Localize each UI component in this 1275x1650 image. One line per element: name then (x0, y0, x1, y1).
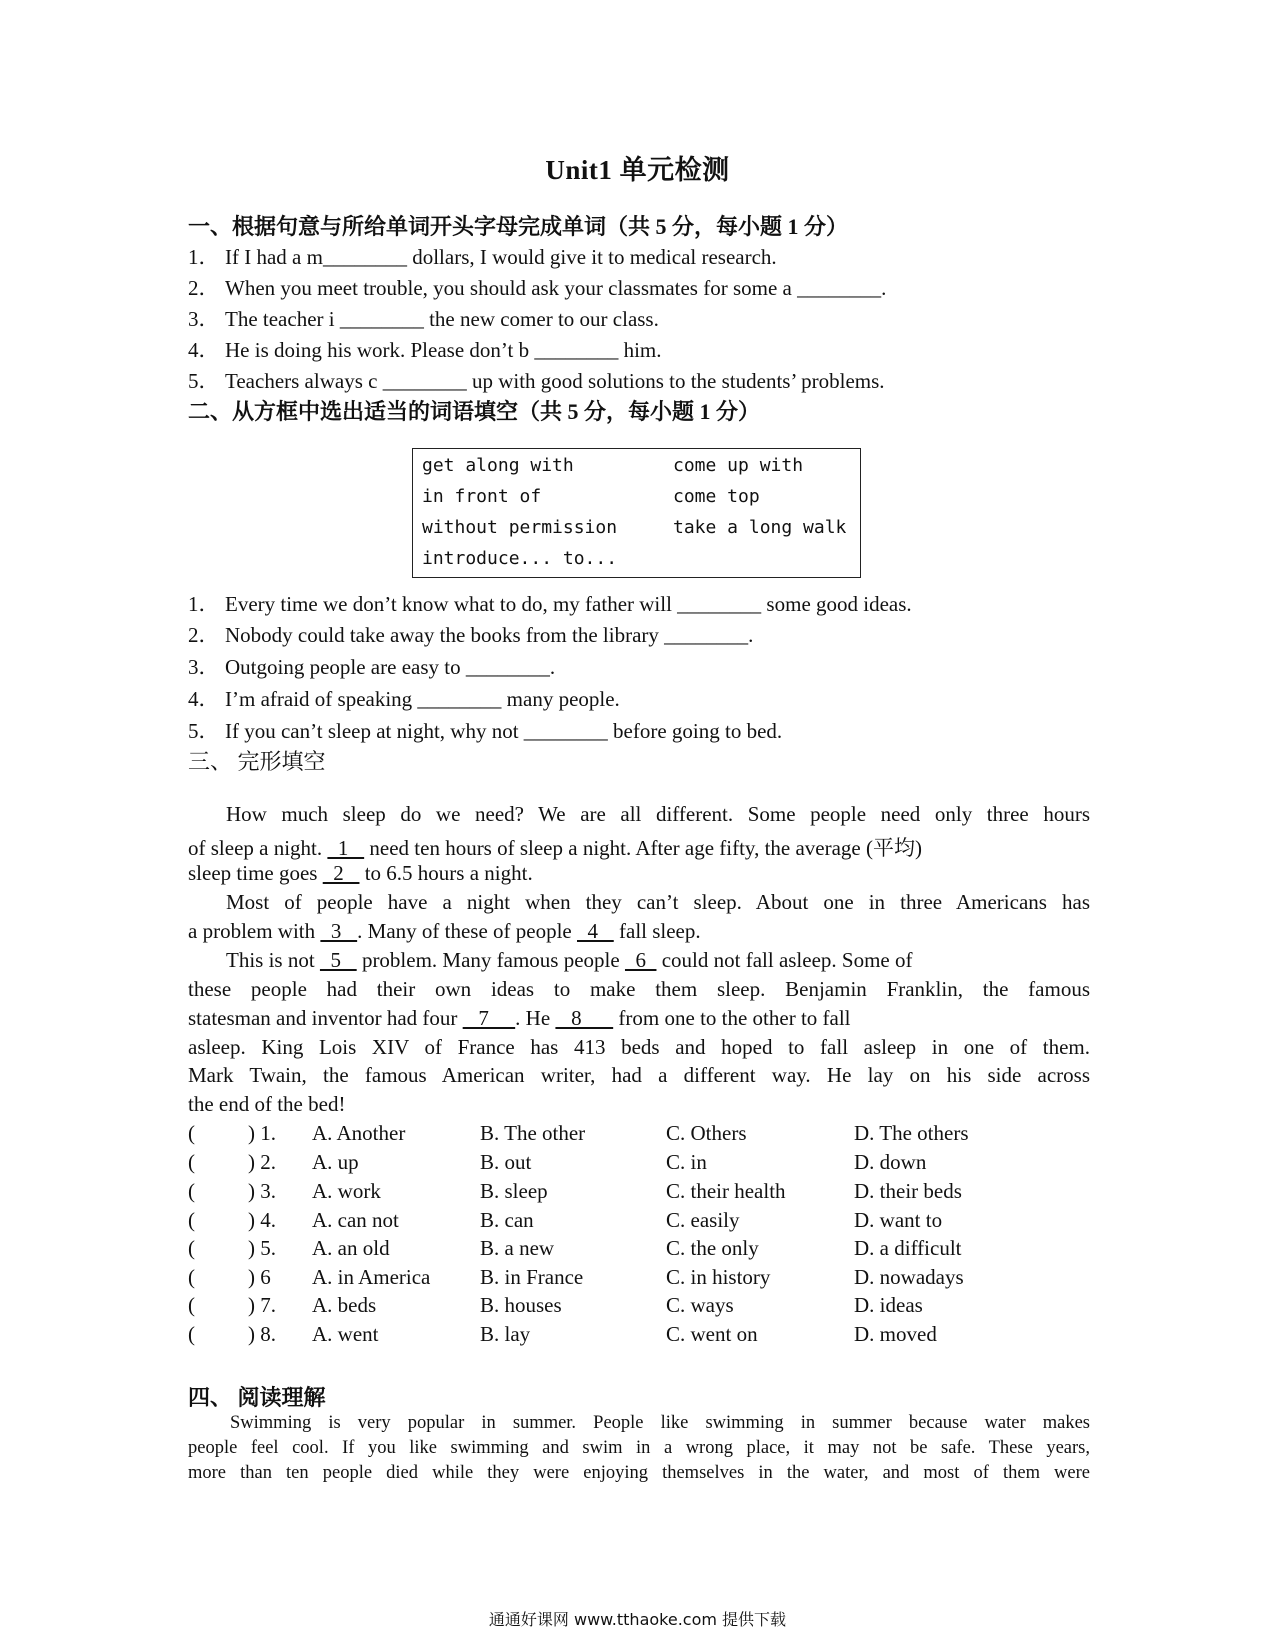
passage-text: from one to the other to fall (613, 1006, 851, 1030)
option-b: B. lay (480, 1322, 531, 1346)
question-number: ) 6 (248, 1265, 271, 1289)
question-number: ) 8. (248, 1322, 276, 1346)
passage-line (226, 948, 1128, 973)
question-number: 3． (188, 655, 220, 679)
option-d: D. a difficult (854, 1236, 962, 1260)
question-text: I’m afraid of speaking ________ many people. (225, 687, 620, 711)
passage-line (188, 919, 1090, 944)
option-a: A. up (312, 1150, 359, 1174)
question-text: Outgoing people are easy to ________. (225, 655, 556, 679)
question-number: ) 7. (248, 1293, 276, 1317)
section-1-heading: 一、根据句意与所给单词开头字母完成单词（共 5 分，每小题 1 分） (188, 214, 849, 239)
passage-line (188, 1006, 1090, 1031)
blank-7: 7 (462, 1006, 516, 1030)
passage-text: . Many of these of people (357, 919, 577, 943)
section-2-heading: 二、从方框中选出适当的词语填空（共 5 分，每小题 1 分） (188, 399, 761, 424)
passage-line: asleep. King Lois XIV of France has 413 beds and hoped to fall asleep in one of them. (188, 1035, 1090, 1059)
option-row (188, 1150, 1088, 1178)
question-number: ) 5. (248, 1236, 276, 1260)
s2-question-1 (188, 588, 912, 618)
question-text: The teacher i ________ the new comer to our class. (225, 307, 659, 331)
option-row (188, 1179, 1088, 1207)
question-number: 1． (188, 592, 220, 616)
s2-question-4 (188, 683, 620, 713)
passage-text: to 6.5 hours a night. (359, 861, 533, 885)
option-d: D. moved (854, 1322, 937, 1346)
blank-8: 8 (555, 1006, 614, 1030)
blank-2: 2 (322, 861, 360, 885)
s1-question-2 (188, 272, 886, 302)
question-text: He is doing his work. Please don’t b ________ him. (225, 338, 662, 362)
passage-text: fall sleep. (613, 919, 701, 943)
s1-question-1 (188, 241, 777, 271)
question-text: Teachers always c ________ up with good solutions to the students’ problems. (225, 369, 885, 393)
passage-line: the end of the bed! (188, 1092, 346, 1116)
passage-text: need ten hours of sleep a night. After age fifty, the average (平均) (364, 836, 922, 860)
question-number: ) 2. (248, 1150, 276, 1174)
option-a: A. in America (312, 1265, 431, 1289)
question-text: Nobody could take away the books from the library ________. (225, 623, 754, 647)
s2-question-5 (188, 715, 782, 745)
option-d: D. down (854, 1150, 927, 1174)
question-text: If you can’t sleep at night, why not ________ before going to bed. (225, 719, 783, 743)
word-bank-item: get along with (422, 455, 574, 476)
passage-text: of sleep a night. (188, 836, 328, 860)
answer-paren: ( (188, 1236, 195, 1260)
section-3-heading: 三、 完形填空 (188, 749, 326, 774)
answer-paren: ( (188, 1265, 195, 1289)
option-row (188, 1293, 1088, 1321)
passage-line: Mark Twain, the famous American writer, had a different way. He lay on his side across (188, 1063, 1090, 1087)
option-a: A. beds (312, 1293, 377, 1317)
option-b: B. can (480, 1208, 534, 1232)
option-row (188, 1121, 1088, 1149)
option-c: C. their health (666, 1179, 786, 1203)
passage-text: a problem with (188, 919, 321, 943)
option-c: C. the only (666, 1236, 759, 1260)
passage-text: could not fall asleep. Some of (656, 948, 913, 972)
reading-line: more than ten people died while they were enjoying themselves in the water, and most of them were (188, 1463, 1090, 1483)
question-number: ) 4. (248, 1208, 276, 1232)
passage-text: . He (515, 1006, 556, 1030)
word-bank-box (412, 448, 861, 578)
word-bank-item: in front of (422, 486, 542, 507)
passage-text: statesman and inventor had four (188, 1006, 463, 1030)
option-c: C. in history (666, 1265, 771, 1289)
question-number: ) 3. (248, 1179, 276, 1203)
option-b: B. houses (480, 1293, 562, 1317)
option-c: C. in (666, 1150, 707, 1174)
option-a: A. can not (312, 1208, 399, 1232)
blank-4: 4 (577, 919, 614, 943)
reading-line: Swimming is very popular in summer. People like swimming in summer because water makes (230, 1413, 1090, 1433)
s1-question-5 (188, 365, 885, 395)
question-text: Every time we don’t know what to do, my father will ________ some good ideas. (225, 592, 912, 616)
footer-credit: 通通好课网 www.tthaoke.com 提供下载 (488, 1610, 787, 1629)
s1-question-4 (188, 334, 662, 364)
question-number: 5． (188, 719, 220, 743)
option-row (188, 1322, 1088, 1350)
passage-text: problem. Many famous people (356, 948, 625, 972)
question-number: 2． (188, 276, 220, 300)
passage-text: sleep time goes (188, 861, 323, 885)
section-4-heading: 四、 阅读理解 (188, 1385, 326, 1410)
blank-1: 1 (327, 836, 365, 860)
question-number: 2． (188, 623, 220, 647)
question-number: 4． (188, 338, 220, 362)
option-d: D. nowadays (854, 1265, 964, 1289)
option-b: B. sleep (480, 1179, 548, 1203)
passage-line: these people had their own ideas to make them sleep. Benjamin Franklin, the famous (188, 977, 1090, 1001)
word-bank-item: come up with (673, 455, 804, 476)
option-d: D. their beds (854, 1179, 962, 1203)
page-title: Unit1 单元检测 (545, 155, 730, 185)
passage-line: Most of people have a night when they can’t sleep. About one in three Americans has (226, 890, 1090, 914)
option-row (188, 1236, 1088, 1264)
question-number: 4． (188, 687, 220, 711)
option-b: B. out (480, 1150, 532, 1174)
option-d: D. ideas (854, 1293, 923, 1317)
reading-line: people feel cool. If you like swimming and swim in a wrong place, it may not be safe. These years, (188, 1438, 1090, 1458)
option-a: A. Another (312, 1121, 406, 1145)
question-number: 3． (188, 307, 220, 331)
answer-paren: ( (188, 1322, 195, 1346)
question-number: 5． (188, 369, 220, 393)
option-row (188, 1208, 1088, 1236)
s2-question-2 (188, 619, 753, 649)
option-row (188, 1265, 1088, 1293)
word-bank-item: without permission (422, 517, 618, 538)
blank-6: 6 (624, 948, 657, 972)
passage-line: How much sleep do we need? We are all different. Some people need only three hours (226, 802, 1090, 826)
option-a: A. went (312, 1322, 379, 1346)
option-c: C. easily (666, 1208, 740, 1232)
blank-5: 5 (319, 948, 357, 972)
answer-paren: ( (188, 1179, 195, 1203)
option-a: A. work (312, 1179, 381, 1203)
passage-line (188, 861, 1090, 886)
passage-line (188, 832, 1090, 862)
option-d: D. The others (854, 1121, 969, 1145)
question-text: When you meet trouble, you should ask your classmates for some a ________. (225, 276, 887, 300)
s2-question-3 (188, 651, 555, 681)
answer-paren: ( (188, 1121, 195, 1145)
option-c: C. went on (666, 1322, 758, 1346)
option-a: A. an old (312, 1236, 390, 1260)
passage-text: This is not (226, 948, 320, 972)
option-c: C. ways (666, 1293, 734, 1317)
answer-paren: ( (188, 1150, 195, 1174)
s1-question-3 (188, 303, 659, 333)
word-bank-item: take a long walk (673, 517, 847, 538)
blank-3: 3 (320, 919, 358, 943)
option-b: B. in France (480, 1265, 584, 1289)
option-b: B. The other (480, 1121, 586, 1145)
option-d: D. want to (854, 1208, 943, 1232)
option-c: C. Others (666, 1121, 747, 1145)
question-number: 1． (188, 245, 220, 269)
question-number: ) 1. (248, 1121, 276, 1145)
word-bank-item: come top (673, 486, 760, 507)
question-text: If I had a m________ dollars, I would give it to medical research. (225, 245, 777, 269)
word-bank-item: introduce... to... (422, 548, 618, 569)
answer-paren: ( (188, 1208, 195, 1232)
option-b: B. a new (480, 1236, 555, 1260)
answer-paren: ( (188, 1293, 195, 1317)
